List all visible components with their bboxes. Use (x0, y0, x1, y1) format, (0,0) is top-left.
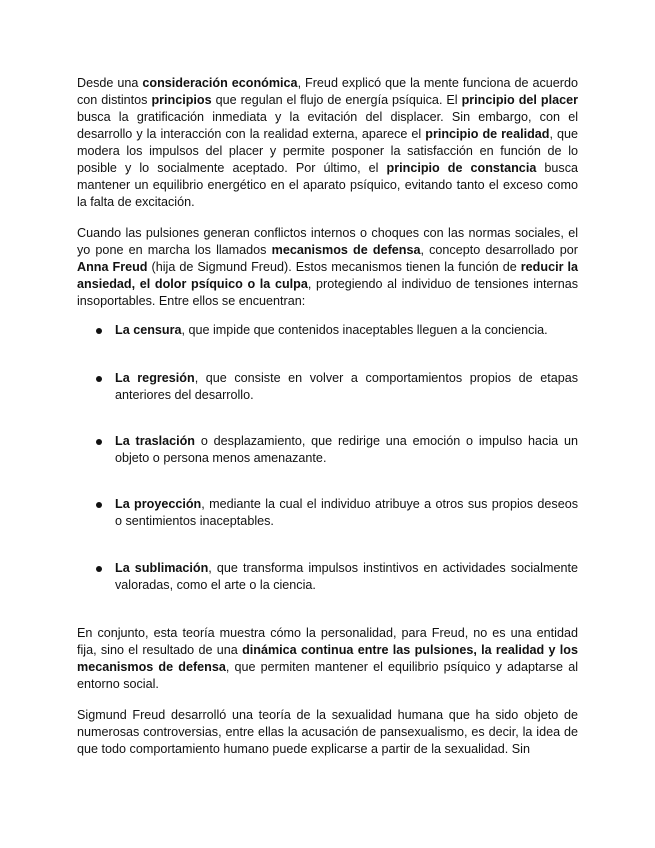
text: , que permiten mantener el equilibrio psíquico y adaptarse al entorno social. (77, 660, 578, 691)
list-item-term: La censura (115, 323, 182, 337)
text: busca la gratificación inmediata y la evitación del displacer. Sin embargo, con el desarrollo y la interacción con la realidad externa, aparece el (77, 110, 578, 141)
list-item-text: , que transforma impulsos instintivos en actividades socialmente valoradas, como el arte o la ciencia. (115, 561, 578, 592)
paragraph-sexualidad (77, 707, 578, 758)
list-item-term: La proyección (115, 497, 202, 511)
paragraph-conclusion (77, 625, 578, 693)
list-item-regresion (115, 370, 578, 404)
text: Sigmund Freud desarrolló una teoría de la sexualidad humana que ha sido objeto de numerosas controversias, entre ellas la acusación de pansexualismo, es decir, la idea de que todo comportamiento humano puede explicarse a partir de la sexualidad. Sin (77, 708, 578, 756)
list-item-sublimacion (115, 560, 578, 594)
text: , Freud explicó que la mente funciona de acuerdo con distintos (77, 76, 578, 107)
list-item-traslacion (115, 433, 578, 467)
bold-text: consideración económica (142, 76, 298, 90)
paragraph-mecanismos-defensa (77, 225, 578, 310)
bullet-dot (96, 328, 102, 334)
list-item-censura (115, 322, 578, 339)
paragraph-principios (77, 75, 578, 211)
bold-text: reducir la ansiedad, el dolor psíquico o la culpa (77, 260, 579, 291)
bullet-dot (96, 502, 102, 508)
text: (hija de Sigmund Freud). Estos mecanismos tienen la función de (147, 260, 521, 274)
text: Desde una (77, 76, 143, 90)
list-item-text: , mediante la cual el individuo atribuye a otros sus propios deseos o sentimientos inaceptables. (115, 497, 579, 528)
bold-text: principios (151, 93, 212, 107)
bold-text: dinámica continua entre las pulsiones, la realidad y los mecanismos de defensa (77, 643, 579, 674)
text: En conjunto, esta teoría muestra cómo la personalidad, para Freud, no es una entidad fija, sino el resultado de una (77, 626, 578, 657)
text: , que modera los impulsos del placer y permite posponer la satisfacción en función de lo posible y lo socialmente aceptado. Por último, el (77, 127, 579, 175)
list-item-term: La regresión (115, 371, 195, 385)
bold-text: principio del placer (461, 93, 578, 107)
list-item-text: , que consiste en volver a comportamientos propios de etapas anteriores del desarrollo. (115, 371, 578, 402)
bullet-dot (96, 566, 102, 572)
text: busca mantener un equilibrio energético en el aparato psíquico, evitando tanto el exceso como la falta de excitación. (77, 161, 578, 209)
list-item-proyeccion (115, 496, 578, 530)
bold-text: principio de constancia (386, 161, 537, 175)
list-item-text: o desplazamiento, que redirige una emoción o impulso hacia un objeto o persona menos amenazante. (115, 434, 578, 465)
bold-text: Anna Freud (77, 260, 148, 274)
list-item-term: La traslación (115, 434, 196, 448)
bold-text: mecanismos de defensa (271, 243, 421, 257)
text: , protegiendo al individuo de tensiones internas insoportables. Entre ellos se encuentran: (77, 277, 578, 308)
text: que regulan el flujo de energía psíquica. El (211, 93, 462, 107)
bold-text: principio de realidad (425, 127, 550, 141)
list-item-term: La sublimación (115, 561, 209, 575)
text: Cuando las pulsiones generan conflictos internos o choques con las normas sociales, el yo pone en marcha los llamados (77, 226, 578, 257)
list-item-text: , que impide que contenidos inaceptables lleguen a la conciencia. (181, 323, 548, 337)
bullet-dot (96, 439, 102, 445)
text: , concepto desarrollado por (420, 243, 579, 257)
bullet-dot (96, 376, 102, 382)
